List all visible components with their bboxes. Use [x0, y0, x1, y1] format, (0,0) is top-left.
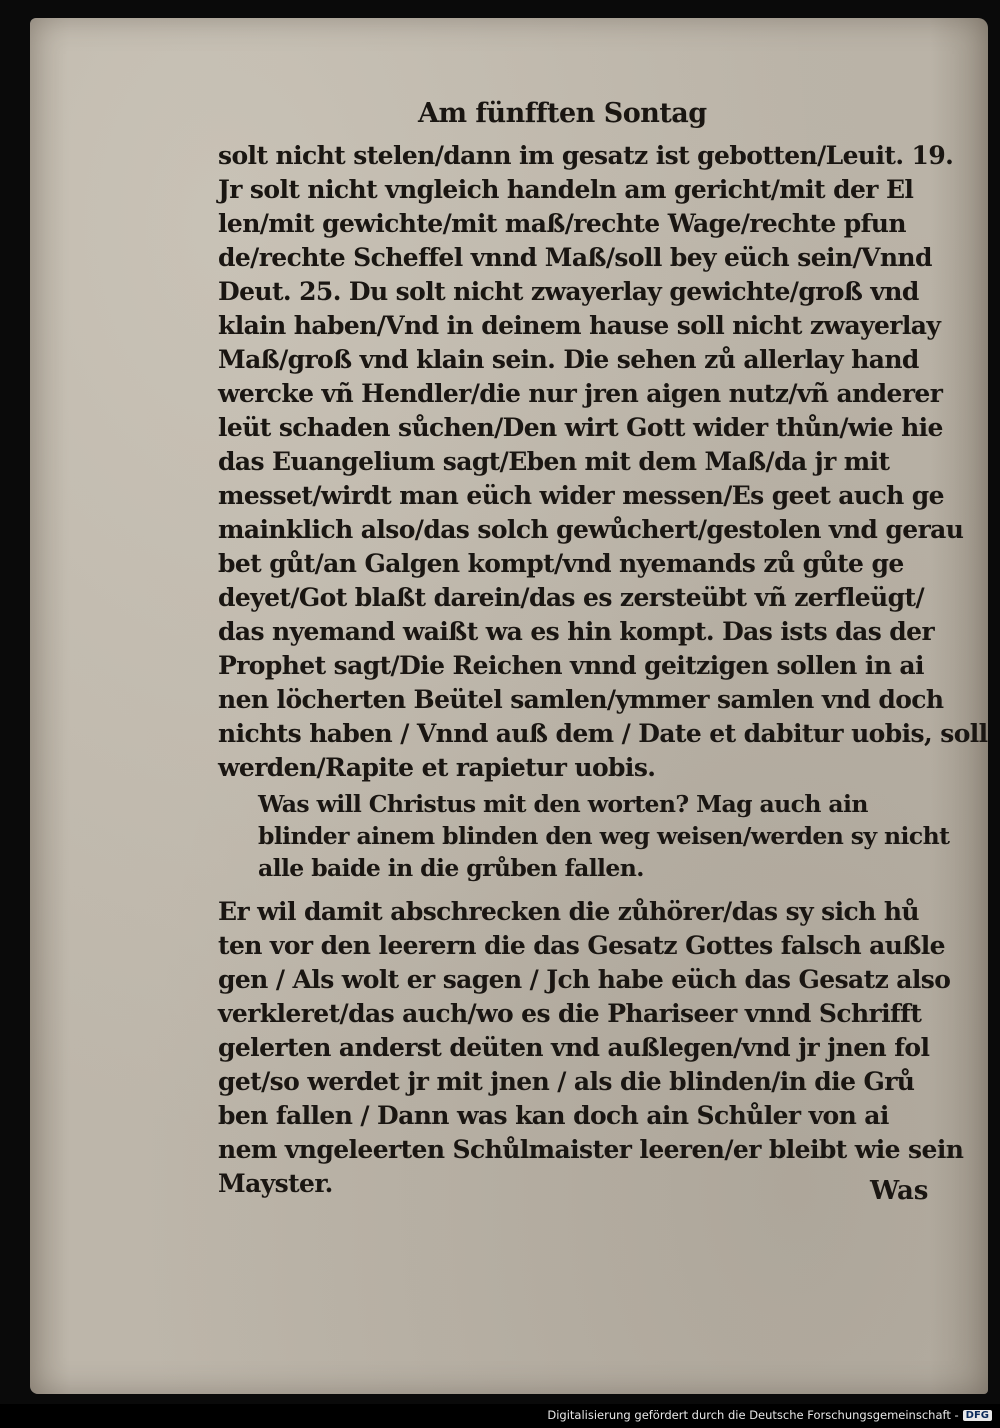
question-line: blinder ainem blinden den weg weisen/werden sy nicht — [258, 822, 950, 850]
text-line: de/rechte Scheffel vnnd Maß/soll bey eüch sein/Vnnd — [218, 243, 932, 272]
text-line: Jr solt nicht vngleich handeln am gericht/mit der El — [218, 175, 914, 204]
answer-line: nem vngeleerten Schůlmaister leeren/er bleibt wie sein — [218, 1135, 964, 1164]
text-line: werden/Rapite et rapietur uobis. — [218, 753, 656, 782]
question-line: alle baide in die grůben fallen. — [258, 854, 644, 882]
text-line: bet gůt/an Galgen kompt/vnd nyemands zů gůte ge — [218, 549, 904, 578]
answer-line: gelerten anderst deüten vnd außlegen/vnd jr jnen fol — [218, 1033, 930, 1062]
text-line: klain haben/Vnd in deinem hause soll nicht zwayerlay — [218, 311, 941, 340]
answer-line: get/so werdet jr mit jnen / als die blinden/in die Grů — [218, 1067, 915, 1096]
footer-credit-text: Digitalisierung gefördert durch die Deutsche Forschungsgemeinschaft - — [547, 1408, 959, 1422]
catchword: Was — [870, 1176, 929, 1206]
answer-line: Mayster. — [218, 1169, 333, 1198]
text-line: messet/wirdt man eüch wider messen/Es geet auch ge — [218, 481, 944, 510]
answer-line: ben fallen / Dann was kan doch ain Schůler von ai — [218, 1101, 889, 1130]
text-line: nen löcherten Beütel samlen/ymmer samlen vnd doch — [218, 685, 944, 714]
text-line: das nyemand waißt wa es hin kompt. Das ists das der — [218, 617, 935, 646]
text-line: Maß/groß vnd klain sein. Die sehen zů allerlay hand — [218, 345, 919, 374]
question-line: Was will Christus mit den worten? Mag auch ain — [258, 790, 868, 818]
running-head: Am fünfften Sontag — [418, 98, 707, 129]
text-line: Prophet sagt/Die Reichen vnnd geitzigen sollen in ai — [218, 651, 924, 680]
text-line: wercke vñ Hendler/die nur jren aigen nutz/vñ anderer — [218, 379, 943, 408]
dfg-logo-icon: DFG — [963, 1410, 992, 1421]
answer-line: gen / Als wolt er sagen / Jch habe eüch das Gesatz also — [218, 965, 951, 994]
text-line: deyet/Got blaßt darein/das es zersteübt vñ zerfleügt/ — [218, 583, 924, 612]
text-line: Deut. 25. Du solt nicht zwayerlay gewichte/groß vnd — [218, 277, 919, 306]
answer-line: verkleret/das auch/wo es die Phariseer vnnd Schrifft — [218, 999, 922, 1028]
footer-credit — [547, 1408, 992, 1422]
text-line: mainklich also/das solch gewůchert/gestolen vnd gerau — [218, 515, 964, 544]
text-line: solt nicht stelen/dann im gesatz ist gebotten/Leuit. 19. — [218, 141, 954, 170]
text-line: len/mit gewichte/mit maß/rechte Wage/rechte pfun — [218, 209, 906, 238]
answer-line: Er wil damit abschrecken die zůhörer/das sy sich hů — [218, 897, 919, 926]
text-line: nichts haben / Vnnd auß dem / Date et dabitur uobis, soll — [218, 719, 988, 748]
text-line: leüt schaden sůchen/Den wirt Gott wider thůn/wie hie — [218, 413, 943, 442]
answer-line: ten vor den leerern die das Gesatz Gottes falsch außle — [218, 931, 945, 960]
text-line: das Euangelium sagt/Eben mit dem Maß/da jr mit — [218, 447, 890, 476]
